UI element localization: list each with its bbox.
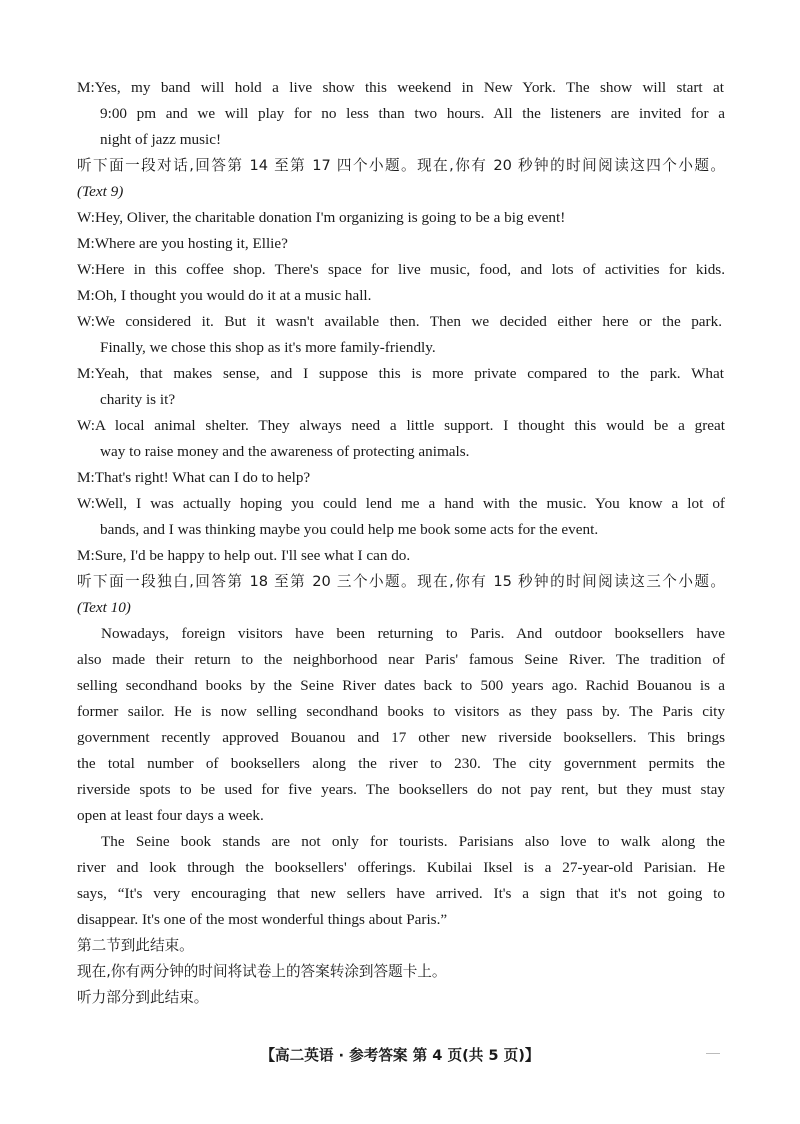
speaker-line-m: M:Sure, I'd be happy to help out. I'll see what I can do. (77, 547, 411, 564)
instruction-text9: 听下面一段对话,回答第 14 至第 17 四个小题。现在,你有 20 秒钟的时间阅读这四个小题。 (77, 157, 725, 174)
speaker-line-continuation: bands, and I was thinking maybe you could help me book some acts for the event. (100, 521, 599, 538)
page-footer: 【高二英语 · 参考答案 第 4 页(共 5 页)】 (260, 1047, 540, 1064)
speaker-line-continuation: night of jazz music! (100, 131, 222, 148)
speaker-line-w: W:Well, I was actually hoping you could lend me a hand with the music. You know a lot of (77, 495, 725, 512)
paragraph-text: disappear. It's one of the most wonderful things about Paris.” (77, 911, 448, 928)
speaker-line-m: M:Oh, I thought you would do it at a music hall. (77, 287, 372, 304)
speaker-line-continuation: way to raise money and the awareness of protecting animals. (100, 443, 470, 460)
speaker-line-w: W:We considered it. But it wasn't available then. Then we decided either here or the park. (77, 313, 722, 330)
paragraph-text: Nowadays, foreign visitors have been returning to Paris. And outdoor booksellers have (101, 625, 725, 642)
paragraph-text: government recently approved Bouanou and 17 other new riverside booksellers. This brings (77, 729, 725, 746)
speaker-line-w: W:Here in this coffee shop. There's space for live music, food, and lots of activities for kids. (77, 261, 725, 278)
paragraph-text: the total number of booksellers along the river to 230. The city government permits the (77, 755, 725, 772)
closing-text: 第二节到此结束。 (77, 937, 194, 954)
text9-label: (Text 9) (77, 183, 124, 200)
paragraph-text: former sailor. He is now selling secondhand books to visitors as they pass by. The Paris city (77, 703, 725, 720)
footer-mark (706, 1053, 720, 1054)
speaker-line-continuation: 9:00 pm and we will play for no less than two hours. All the listeners are invited for a (100, 105, 725, 122)
closing-text: 现在,你有两分钟的时间将试卷上的答案转涂到答题卡上。 (77, 963, 447, 980)
paragraph-text: riverside spots to be used for five years. The booksellers do not pay rent, but they must stay (77, 781, 725, 798)
speaker-line-w: W:A local animal shelter. They always need a little support. I thought this would be a great (77, 417, 725, 434)
paragraph-text: says, “It's very encouraging that new sellers have arrived. It's a sign that it's not going to (77, 885, 725, 902)
speaker-line-w: W:Hey, Oliver, the charitable donation I'm organizing is going to be a big event! (77, 209, 566, 226)
speaker-line-m: M:Yeah, that makes sense, and I suppose this is more private compared to the park. What (77, 365, 724, 382)
text10-label: (Text 10) (77, 599, 131, 616)
speaker-line-m: M:That's right! What can I do to help? (77, 469, 311, 486)
paragraph-text: also made their return to the neighborhood near Paris' famous Seine River. The tradition of (77, 651, 725, 668)
closing-text: 听力部分到此结束。 (77, 989, 209, 1006)
speaker-line-m: M:Yes, my band will hold a live show this weekend in New York. The show will start at (77, 79, 724, 96)
speaker-line-m: M:Where are you hosting it, Ellie? (77, 235, 288, 252)
speaker-line-continuation: Finally, we chose this shop as it's more family-friendly. (100, 339, 436, 356)
paragraph-text: open at least four days a week. (77, 807, 264, 824)
paragraph-text: river and look through the booksellers' offerings. Kubilai Iksel is a 27-year-old Parisian. He (77, 859, 725, 876)
instruction-text10: 听下面一段独白,回答第 18 至第 20 三个小题。现在,你有 15 秒钟的时间阅读这三个小题。 (77, 573, 725, 590)
speaker-line-continuation: charity is it? (100, 391, 176, 408)
paragraph-text: The Seine book stands are not only for tourists. Parisians also love to walk along the (101, 833, 725, 850)
paragraph-text: selling secondhand books by the Seine River dates back to 500 years ago. Rachid Bouanou is a (77, 677, 725, 694)
